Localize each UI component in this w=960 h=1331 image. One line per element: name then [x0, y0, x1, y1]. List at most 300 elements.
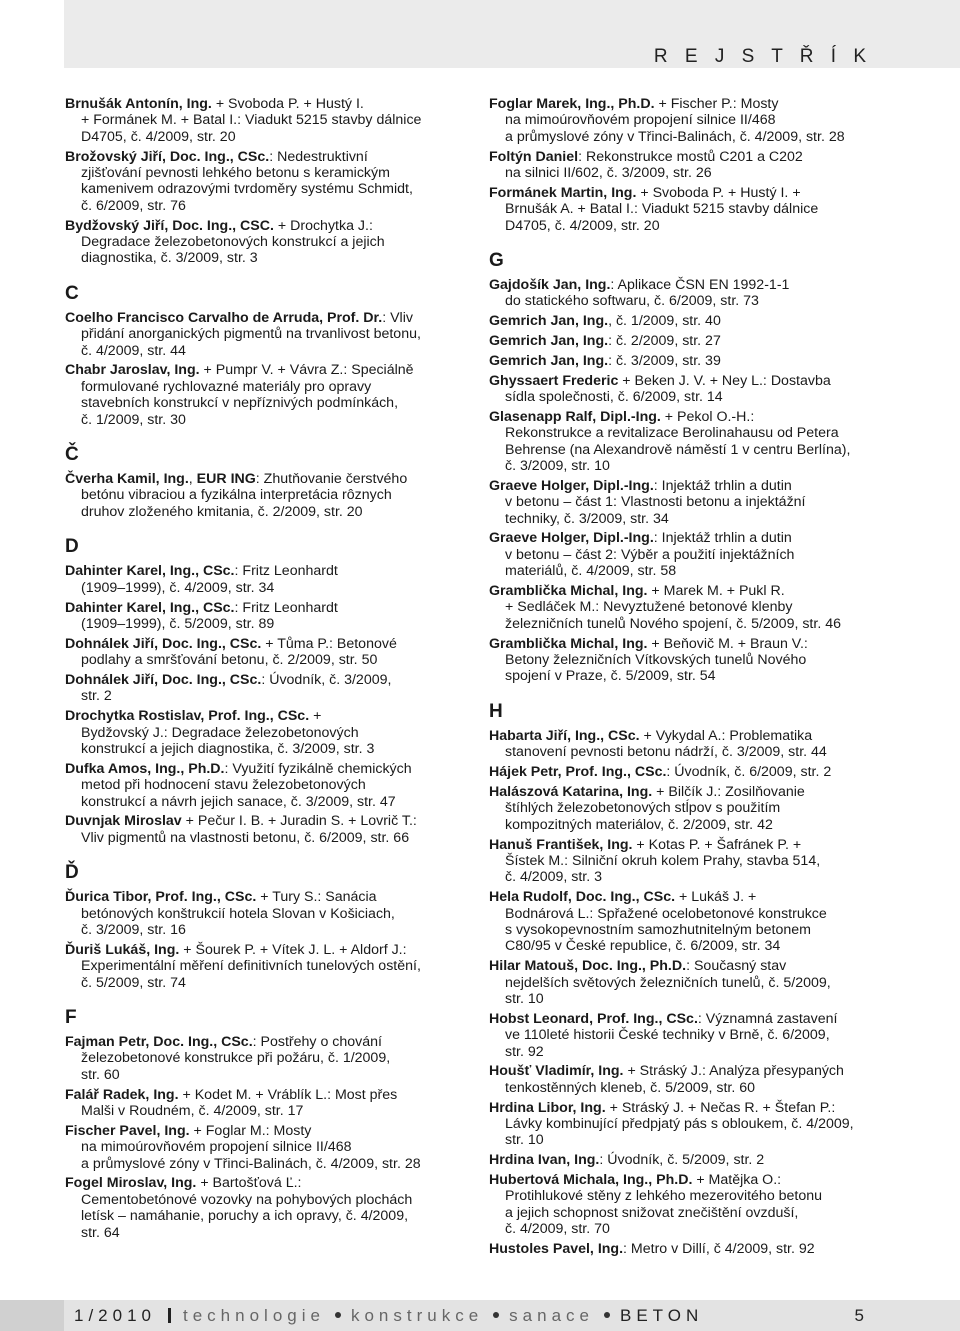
header-band — [64, 0, 960, 68]
index-entry — [489, 1100, 909, 1149]
index-entry-line — [489, 1063, 909, 1079]
author-name: Gemrich Jan, Ing. — [489, 313, 609, 330]
index-entry-line — [81, 830, 475, 846]
index-entry — [489, 373, 909, 406]
index-entry-line — [81, 487, 475, 503]
author-name: Hilar Matouš, Doc. Ing., Ph.D. — [489, 958, 687, 975]
entry-text: : Fritz Leonhardt — [234, 599, 338, 616]
entry-text: : Injektáž trhlin a dutin — [653, 530, 792, 547]
author-name: Foltýn Daniel — [489, 148, 579, 165]
index-entry-line — [489, 764, 909, 780]
bullet-icon — [604, 1312, 610, 1318]
author-name: Graeve Holger, Dipl.-Ing. — [489, 530, 654, 547]
index-entry-line — [81, 412, 475, 428]
index-entry-line — [65, 563, 475, 579]
index-entry-line — [489, 1172, 909, 1188]
entry-text: s vysokopevnostním samozhutnitelným betonem — [505, 921, 811, 938]
author-name: Falář Radek, Ing. — [65, 1086, 179, 1103]
entry-text: č. 4/2009, str. 3 — [505, 869, 603, 886]
entry-text: + Stráský J. + Nečas R. + Štefan P.: — [605, 1099, 836, 1116]
index-entry — [489, 530, 909, 579]
index-entry-line — [81, 794, 475, 810]
entry-text: betónových konštrukcií hotela Slovan v Košiciach, — [81, 905, 395, 922]
entry-text: : Vliv — [382, 309, 413, 326]
index-entry-line — [81, 1208, 475, 1224]
index-entry-line — [65, 761, 475, 777]
entry-text: str. 60 — [81, 1066, 120, 1083]
entry-text: Protihlukové stěny z lehkého mezerovitého betonu — [505, 1188, 823, 1205]
entry-text: + Svoboda P. + Hustý I. — [211, 96, 364, 112]
author-name: Coelho Francisco Carvalho de Arruda, Prof. Dr. — [65, 309, 383, 326]
entry-text: a jejich schopnost snižovat znečištění ovzduší, — [505, 1204, 799, 1221]
author-name: Fogel Miroslav, Ing. — [65, 1175, 197, 1192]
index-entry-line — [489, 353, 909, 369]
index-entry-line — [81, 181, 475, 197]
index-entry-line — [489, 313, 909, 329]
author-name: Hrdina Ivan, Ing. — [489, 1152, 600, 1169]
entry-text: + Bartošťová Ľ.: — [196, 1175, 302, 1192]
index-entry-line — [81, 343, 475, 359]
entry-text: D4705, č. 4/2009, str. 20 — [81, 128, 236, 145]
page-number: 5 — [854, 1306, 864, 1325]
index-letter-heading: H — [489, 700, 503, 722]
author-name: Brnušák Antonín, Ing. — [65, 96, 212, 112]
index-entry — [489, 1011, 909, 1060]
index-letter-heading: Ď — [65, 862, 79, 884]
footer-word-1: technologie — [183, 1306, 325, 1325]
entry-text: str. 64 — [81, 1224, 120, 1241]
index-entry-line — [489, 889, 909, 905]
index-entry-line — [505, 616, 909, 632]
entry-text: techniky, č. 3/2009, str. 34 — [505, 510, 669, 527]
index-entry-line — [505, 922, 909, 938]
author-name: Dufka Amos, Ing., Ph.D. — [65, 760, 225, 777]
entry-text: (1909–1999), č. 4/2009, str. 34 — [81, 579, 275, 596]
index-entry — [65, 813, 475, 846]
entry-text: Bodnárová L.: Spřažené ocelobetonové konstrukce — [505, 905, 827, 922]
entry-text: Experimentální měření definitivních tunelových ostění, — [81, 958, 421, 975]
entry-text: : Úvodník, č. 5/2009, str. 2 — [599, 1152, 765, 1169]
index-entry-line — [65, 1175, 475, 1191]
index-entry-line — [505, 293, 909, 309]
index-entry-line — [505, 991, 909, 1007]
entry-text: + Lukáš J. + — [675, 889, 757, 906]
index-entry — [489, 409, 909, 475]
index-entry-line — [505, 1188, 909, 1204]
index-entry — [65, 1034, 475, 1083]
author-name: Gramblička Michal, Ing. — [489, 583, 648, 600]
index-entry-line — [505, 744, 909, 760]
entry-text: + Tury S.: Sanácia — [256, 889, 377, 906]
entry-text: konstrukcí a návrh jejich sanace, č. 3/2009, str. 47 — [81, 793, 396, 810]
index-entry-line — [81, 906, 475, 922]
entry-text: a průmyslové zóny v Třinci-Balinách, č. 4/2009, str. 28 — [505, 128, 845, 145]
index-entry-line — [65, 1087, 475, 1103]
section-title: R E J S T Ř Í K — [653, 46, 872, 67]
index-entry-line — [505, 129, 909, 145]
index-entry-line — [505, 853, 909, 869]
entry-text: podlahy a smršťování betonu, č. 2/2009, str. 50 — [81, 652, 378, 669]
entry-text: č. 5/2009, str. 74 — [81, 974, 186, 991]
entry-text: č. 3/2009, str. 10 — [505, 458, 610, 475]
index-entry-line — [505, 112, 909, 128]
index-entry — [489, 764, 909, 780]
index-entry-line — [505, 1116, 909, 1132]
index-entry-line — [81, 504, 475, 520]
entry-text: str. 10 — [505, 1132, 544, 1149]
author-name: Duvnjak Miroslav — [65, 813, 182, 830]
index-entry — [65, 1175, 475, 1241]
index-entry-line — [81, 1192, 475, 1208]
entry-text: + Formánek M. + Batal I.: Viadukt 5215 stavby dálnice — [81, 112, 422, 129]
entry-text: Bydžovský J.: Degradace železobetonových — [81, 724, 359, 741]
entry-text: : Využití fyzikálně chemických — [224, 760, 412, 777]
entry-text: Degradace železobetonových konstrukcí a jejich — [81, 234, 385, 251]
entry-text: C80/95 v České republice, č. 6/2009, str. 34 — [505, 938, 781, 955]
entry-text: kamenivem odrazovými tvrdoměry systému Schmidt, — [81, 181, 413, 198]
index-entry-line — [505, 975, 909, 991]
entry-text: diagnostika, č. 3/2009, str. 3 — [81, 250, 258, 267]
index-entry-line — [505, 652, 909, 668]
entry-text: + Pekol O.-H.: — [660, 408, 755, 425]
index-entry-line — [489, 1100, 909, 1116]
index-entry-line — [489, 958, 909, 974]
entry-text: Lávky kombinující předpjatý pás s obloukem, č. 4/2009, — [505, 1115, 854, 1132]
entry-text: Betony železničních Vítkovských tunelů Nového — [505, 652, 807, 669]
entry-text: konstrukcí a jejich diagnostika, č. 3/2009, str. 3 — [81, 740, 375, 757]
entry-text: v betonu – část 1: Vlastnosti betonu a injektážní — [505, 494, 806, 511]
author-name: Hobst Leonard, Prof. Ing., CSc. — [489, 1010, 698, 1027]
index-entry-line — [505, 442, 909, 458]
index-entry-line — [489, 530, 909, 546]
index-letter-heading: Č — [65, 444, 79, 466]
author-name: Dahinter Karel, Ing., CSc. — [65, 599, 235, 616]
index-entry — [489, 583, 909, 632]
author-name: Hanuš František, Ing. — [489, 836, 633, 853]
index-entry-line — [505, 668, 909, 684]
entry-text: a průmyslové zóny v Třinci-Balinách, č. 4/2009, str. 28 — [81, 1155, 421, 1172]
footer-word-2: konstrukce — [350, 1306, 484, 1325]
index-column-right — [489, 96, 909, 1261]
index-entry-line — [505, 1205, 909, 1221]
bullet-icon — [493, 1312, 499, 1318]
index-entry-line — [489, 185, 909, 201]
index-entry-line — [65, 1034, 475, 1050]
author-name: Hustoles Pavel, Ing. — [489, 1240, 624, 1257]
index-entry-line — [505, 218, 909, 234]
index-entry — [489, 889, 909, 955]
index-entry-line — [505, 201, 909, 217]
entry-text: + Beken J. V. + Ney L.: Dostavba — [618, 372, 831, 389]
index-entry — [65, 600, 475, 633]
author-name: Ďurica Tibor, Prof. Ing., CSc. — [65, 889, 257, 906]
index-entry-line — [81, 688, 475, 704]
entry-text: : Postřehy o chování — [252, 1033, 382, 1050]
author-name: Hájek Petr, Prof. Ing., CSc. — [489, 764, 667, 781]
entry-text: nejdelších světových železničních tunelů, č. 5/2009, — [505, 974, 831, 991]
entry-text: , — [188, 471, 197, 488]
entry-text: : č. 3/2009, str. 39 — [608, 352, 721, 369]
entry-text: formulované rychlovazné materiály pro opravy — [81, 378, 372, 395]
index-entry-line — [489, 409, 909, 425]
entry-text: letísk – namáhanie, poruchy a ich opravy, č. 4/2009, — [81, 1208, 409, 1225]
index-entry — [489, 96, 909, 145]
entry-text: : Významná zastavení — [697, 1010, 838, 1027]
entry-text: + Pečur I. B. + Juradin S. + Lovrič T.: — [181, 813, 417, 830]
index-entry — [489, 277, 909, 310]
index-entry — [65, 889, 475, 938]
index-entry — [489, 185, 909, 234]
index-entry — [65, 942, 475, 991]
entry-text: na silnici II/602, č. 3/2009, str. 26 — [505, 165, 712, 182]
index-entry — [65, 149, 475, 215]
index-entry — [65, 563, 475, 596]
entry-text: + Kodet M. + Vráblík L.: Most přes — [178, 1086, 398, 1103]
entry-text: + Svoboda P. + Hustý I. + — [636, 184, 801, 201]
index-entry — [489, 784, 909, 833]
entry-text: Brnušák A. + Batal I.: Viadukt 5215 stavby dálnice — [505, 201, 819, 218]
index-entry-line — [505, 938, 909, 954]
index-entry-line — [65, 310, 475, 326]
entry-text: + Vykydal A.: Problematika — [639, 727, 813, 744]
entry-text: materiálů, č. 4/2009, str. 58 — [505, 563, 677, 580]
index-entry-line — [505, 389, 909, 405]
index-entry — [489, 478, 909, 527]
index-entry-line — [505, 1221, 909, 1237]
index-entry-line — [505, 1132, 909, 1148]
index-entry-line — [81, 1067, 475, 1083]
index-entry — [489, 353, 909, 369]
entry-text: druhov zloženého kmitania, č. 2/2009, str. 20 — [81, 503, 363, 520]
index-entry-line — [81, 1156, 475, 1172]
author-name: Čverha Kamil, Ing. — [65, 471, 189, 488]
entry-text: : č. 2/2009, str. 27 — [608, 333, 721, 350]
entry-text: č. 4/2009, str. 70 — [505, 1221, 610, 1238]
index-entry-line — [505, 425, 909, 441]
index-entry-line — [489, 373, 909, 389]
author-name: EUR ING — [196, 471, 256, 488]
index-entry-line — [489, 583, 909, 599]
index-entry-line — [81, 234, 475, 250]
footer-separator-bar — [168, 1308, 171, 1323]
index-entry-line — [65, 218, 475, 234]
entry-text: str. 10 — [505, 990, 544, 1007]
author-name: Fischer Pavel, Ing. — [65, 1122, 190, 1139]
entry-text: : Fritz Leonhardt — [234, 563, 338, 580]
index-entry-line — [65, 813, 475, 829]
author-name: Ďuriš Lukáš, Ing. — [65, 941, 180, 958]
entry-text: : Aplikace ČSN EN 1992-1-1 — [610, 277, 790, 294]
author-name: Glasenapp Ralf, Dipl.-Ing. — [489, 408, 661, 425]
entry-text: + Marek M. + Pukl R. — [647, 583, 785, 600]
index-entry-line — [505, 869, 909, 885]
index-entry-line — [81, 379, 475, 395]
index-entry — [65, 636, 475, 669]
index-entry-line — [81, 580, 475, 596]
entry-text: na mimoúrovňovém propojení silnice II/468 — [81, 1139, 352, 1156]
entry-text: č. 6/2009, str. 76 — [81, 197, 186, 214]
index-entry — [489, 149, 909, 182]
author-name: Hrdina Libor, Ing. — [489, 1099, 606, 1116]
author-name: Drochytka Rostislav, Prof. Ing., CSc. — [65, 708, 310, 725]
author-name: Gemrich Jan, Ing. — [489, 352, 609, 369]
index-entry-line — [81, 250, 475, 266]
entry-text: + Sedláček M.: Nevyztužené betonové klenby — [505, 599, 793, 616]
entry-text: kompozitných materiálov, č. 2/2009, str. 42 — [505, 816, 773, 833]
index-entry — [489, 1241, 909, 1257]
author-name: Dohnálek Jiří, Doc. Ing., CSc. — [65, 671, 262, 688]
footer-word-3: sanace — [509, 1306, 594, 1325]
index-entry-line — [505, 494, 909, 510]
index-entry-line — [81, 198, 475, 214]
index-entry-line — [65, 471, 475, 487]
index-entry — [65, 362, 475, 428]
entry-text: stanovení pevnosti betonu nádrží, č. 3/2009, str. 44 — [505, 744, 827, 761]
index-entry — [489, 1172, 909, 1238]
index-entry-line — [81, 616, 475, 632]
author-name: Gajdošík Jan, Ing. — [489, 277, 611, 294]
index-entry-line — [65, 600, 475, 616]
footer-journal-line — [74, 1306, 703, 1326]
footer-issue: 1/2010 — [74, 1306, 156, 1325]
index-entry-line — [505, 1044, 909, 1060]
index-entry — [65, 218, 475, 267]
index-entry — [65, 708, 475, 757]
index-entry-line — [81, 777, 475, 793]
entry-text: tenkostěnných kleneb, č. 5/2009, str. 60 — [505, 1079, 756, 1096]
entry-text: , č. 1/2009, str. 40 — [608, 313, 721, 330]
index-entry-line — [65, 672, 475, 688]
entry-text: D4705, č. 4/2009, str. 20 — [505, 217, 660, 234]
index-entry-line — [81, 975, 475, 991]
index-entry — [65, 1123, 475, 1172]
index-entry-line — [65, 708, 475, 724]
index-entry-line — [81, 1225, 475, 1241]
index-entry-line — [505, 563, 909, 579]
index-entry-line — [65, 889, 475, 905]
entry-text: do statického softwaru, č. 6/2009, str. 73 — [505, 293, 759, 310]
author-name: Houšť Vladimír, Ing. — [489, 1063, 624, 1080]
entry-text: Malši v Roudném, č. 4/2009, str. 17 — [81, 1102, 304, 1119]
index-column-left — [65, 96, 475, 1244]
index-entry-line — [489, 96, 909, 112]
entry-text: Cementobetónové vozovky na pohybových plochách — [81, 1191, 413, 1208]
entry-text: č. 1/2009, str. 30 — [81, 411, 186, 428]
index-entry-line — [489, 149, 909, 165]
footer-brand: BETON — [620, 1306, 704, 1325]
index-entry-line — [489, 728, 909, 744]
entry-text: + — [309, 708, 322, 725]
index-entry — [489, 1152, 909, 1168]
entry-text: Vliv pigmentů na vlastnosti betonu, č. 6/2009, str. 66 — [81, 829, 410, 846]
entry-text: sídla společnosti, č. 6/2009, str. 14 — [505, 389, 723, 406]
index-entry — [489, 1063, 909, 1096]
index-entry-line — [65, 362, 475, 378]
author-name: Hubertová Michala, Ing., Ph.D. — [489, 1171, 693, 1188]
index-entry-line — [81, 326, 475, 342]
entry-text: : Injektáž trhlin a dutin — [653, 477, 792, 494]
author-name: Bydžovský Jiří, Doc. Ing., CSC. — [65, 217, 274, 234]
index-letter-heading: F — [65, 1006, 77, 1028]
entry-text: v betonu – část 2: Výběr a použití injektážních — [505, 546, 795, 563]
index-letter-heading: C — [65, 282, 79, 304]
entry-text: + Foglar M.: Mosty — [189, 1122, 312, 1139]
entry-text: železničních tunelů Nového spojení, č. 5/2009, str. 46 — [505, 615, 841, 632]
index-entry-line — [81, 1139, 475, 1155]
index-entry-line — [81, 922, 475, 938]
author-name: Gemrich Jan, Ing. — [489, 333, 609, 350]
entry-text: metod při hodnocení stavu železobetonových — [81, 777, 366, 794]
index-entry-line — [505, 800, 909, 816]
entry-text: č. 4/2009, str. 44 — [81, 342, 186, 359]
index-entry-line — [505, 547, 909, 563]
entry-text: Rekonstrukce a revitalizace Berolinahausu od Petera — [505, 425, 839, 442]
author-name: Halászová Katarina, Ing. — [489, 783, 653, 800]
entry-text: přidání anorganických pigmentů na trvanlivost betonu, — [81, 326, 421, 343]
index-entry-line — [489, 333, 909, 349]
index-entry-line — [489, 1152, 909, 1168]
index-entry-line — [81, 165, 475, 181]
index-entry-line — [81, 1103, 475, 1119]
index-entry-line — [65, 1123, 475, 1139]
index-entry-line — [489, 1241, 909, 1257]
index-entry — [489, 728, 909, 761]
index-entry-line — [489, 784, 909, 800]
entry-text: + Matějka O.: — [692, 1171, 782, 1188]
index-entry-line — [505, 1080, 909, 1096]
entry-text: str. 2 — [81, 688, 112, 705]
entry-text: Šístek M.: Silniční okruh kolem Prahy, stavba 514, — [505, 852, 821, 869]
index-entry — [65, 672, 475, 705]
entry-text: : Úvodník, č. 6/2009, str. 2 — [666, 764, 832, 781]
entry-text: (1909–1999), č. 5/2009, str. 89 — [81, 615, 275, 632]
entry-text: na mimoúrovňovém propojení silnice II/468 — [505, 112, 776, 129]
entry-text: zjišťování pevnosti lehkého betonu s keramickým — [81, 165, 390, 182]
entry-text: + Pumpr V. + Vávra Z.: Speciálně — [199, 362, 414, 379]
index-entry — [489, 333, 909, 349]
index-entry — [65, 96, 475, 145]
entry-text: + Kotas P. + Šafránek P. + — [632, 836, 802, 853]
index-entry-line — [505, 1027, 909, 1043]
index-entry — [489, 636, 909, 685]
bullet-icon — [335, 1312, 341, 1318]
author-name: Foglar Marek, Ing., Ph.D. — [489, 96, 655, 112]
index-entry — [65, 310, 475, 359]
index-entry-line — [505, 165, 909, 181]
author-name: Chabr Jaroslav, Ing. — [65, 362, 200, 379]
author-name: Graeve Holger, Dipl.-Ing. — [489, 477, 654, 494]
index-entry-line — [65, 942, 475, 958]
entry-text: : Zhutňovanie čerstvého — [255, 471, 408, 488]
index-entry-line — [81, 725, 475, 741]
index-entry-line — [81, 395, 475, 411]
index-entry-line — [505, 599, 909, 615]
index-entry-line — [489, 837, 909, 853]
index-entry — [489, 837, 909, 886]
entry-text: štíhlých železobetonových stĺpov s použitím — [505, 800, 781, 817]
index-entry-line — [81, 741, 475, 757]
index-entry-line — [505, 817, 909, 833]
author-name: Dohnálek Jiří, Doc. Ing., CSc. — [65, 635, 262, 652]
index-entry-line — [489, 478, 909, 494]
index-entry-line — [505, 906, 909, 922]
entry-text: + Bilčík J.: Zosilňovanie — [652, 783, 805, 800]
entry-text: + Stráský J.: Analýza přesypaných — [623, 1063, 844, 1080]
index-entry — [65, 761, 475, 810]
footer-corner-block — [0, 1300, 64, 1331]
entry-text: + Drochytka J.: — [273, 217, 373, 234]
index-entry-line — [65, 149, 475, 165]
